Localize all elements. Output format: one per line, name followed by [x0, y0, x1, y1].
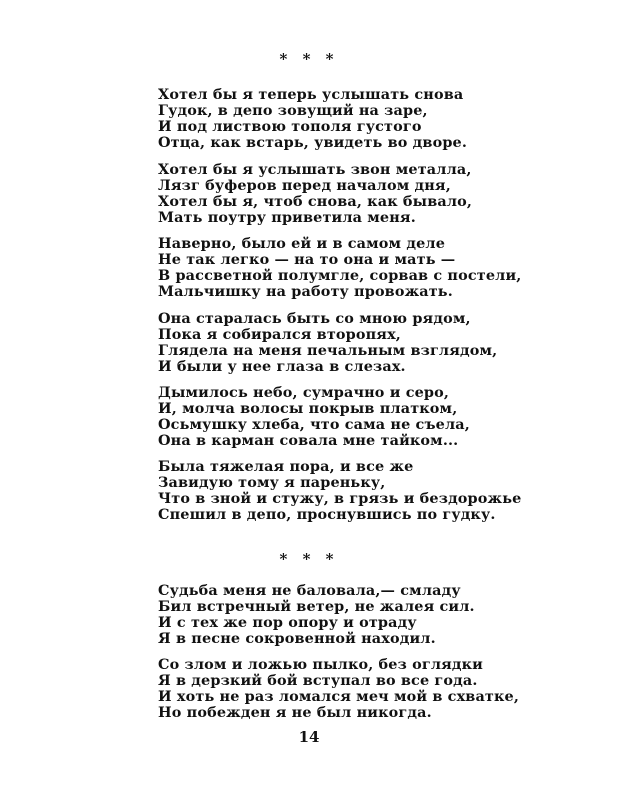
poem-line: Она старалась быть со мною рядом, [158, 310, 471, 327]
poem-line: И, молча волосы покрыв платком, [158, 400, 458, 417]
poem-1-stanza-4 [158, 311, 598, 375]
page-number: 14 [298, 728, 320, 746]
poem-line: Со злом и ложью пылко, без оглядки [158, 656, 484, 673]
poem-1-stanza-6 [158, 459, 598, 523]
poem-line: Глядела на меня печальным взглядом, [158, 342, 498, 359]
poem-line: Хотел бы я, чтоб снова, как бывало, [158, 193, 473, 210]
poem-line: Хотел бы я услышать звон металла, [158, 161, 472, 178]
poem-line: Хотел бы я теперь услышать снова [158, 86, 464, 103]
poem-line: Лязг буферов перед началом дня, [158, 177, 451, 194]
poem-line: Пока я собирался второпях, [158, 326, 401, 343]
poem-1-block-2 [158, 162, 598, 226]
poem-1-block-3 [158, 236, 598, 300]
poem-1-stanza-1 [158, 87, 598, 151]
poem-2 [158, 583, 598, 647]
poem-line: Спешил в депо, проснувшись по гудку. [158, 506, 496, 523]
poem-line: И были у нее глаза в слезах. [158, 358, 406, 375]
poem-2-block-2 [158, 657, 598, 721]
poem-2-separator: * * * [279, 550, 339, 568]
poem-1-stanza-2 [158, 162, 598, 226]
poem-2-stanza-2 [158, 657, 598, 721]
poem-line: Но побежден я не был никогда. [158, 704, 432, 721]
poem-1-separator: * * * [279, 50, 339, 68]
poem-line: И под листвою тополя густого [158, 118, 422, 135]
poem-line: В рассветной полумгле, сорвав с постели, [158, 267, 522, 284]
poem-line: Судьба меня не баловала,— смладу [158, 582, 461, 599]
poem-1 [158, 87, 598, 151]
poem-1-block-5 [158, 385, 598, 449]
poem-line: Осьмушку хлеба, что сама не съела, [158, 416, 470, 433]
poem-line: Она в карман совала мне тайком... [158, 432, 459, 449]
poem-line: Что в зной и стужу, в грязь и бездорожье [158, 490, 522, 507]
poem-1-stanza-5 [158, 385, 598, 449]
poem-line: Была тяжелая пора, и все же [158, 458, 414, 475]
poem-1-block-6 [158, 459, 598, 523]
poem-line: Мальчишку на работу провожать. [158, 283, 453, 300]
poem-line: Завидую тому я пареньку, [158, 474, 386, 491]
poem-line: Гудок, в депо зовущий на заре, [158, 102, 428, 119]
poem-2-stanza-1 [158, 583, 598, 647]
poem-1-stanza-3 [158, 236, 598, 300]
poem-line: Бил встречный ветер, не жалея сил. [158, 598, 475, 615]
poem-line: Дымилось небо, сумрачно и серо, [158, 384, 450, 401]
poem-line: Мать поутру приветила меня. [158, 209, 416, 226]
poem-line: И хоть не раз ломался меч мой в схватке, [158, 688, 520, 705]
poem-1-block-4 [158, 311, 598, 375]
poem-line: И с тех же пор опору и отраду [158, 614, 417, 631]
poem-line: Я в дерзкий бой вступал во все года. [158, 672, 478, 689]
poem-line: Наверно, было ей и в самом деле [158, 235, 445, 252]
poem-line: Я в песне сокровенной находил. [158, 630, 436, 647]
poem-line: Отца, как встарь, увидеть во дворе. [158, 134, 467, 151]
poem-line: Не так легко — на то она и мать — [158, 251, 456, 268]
